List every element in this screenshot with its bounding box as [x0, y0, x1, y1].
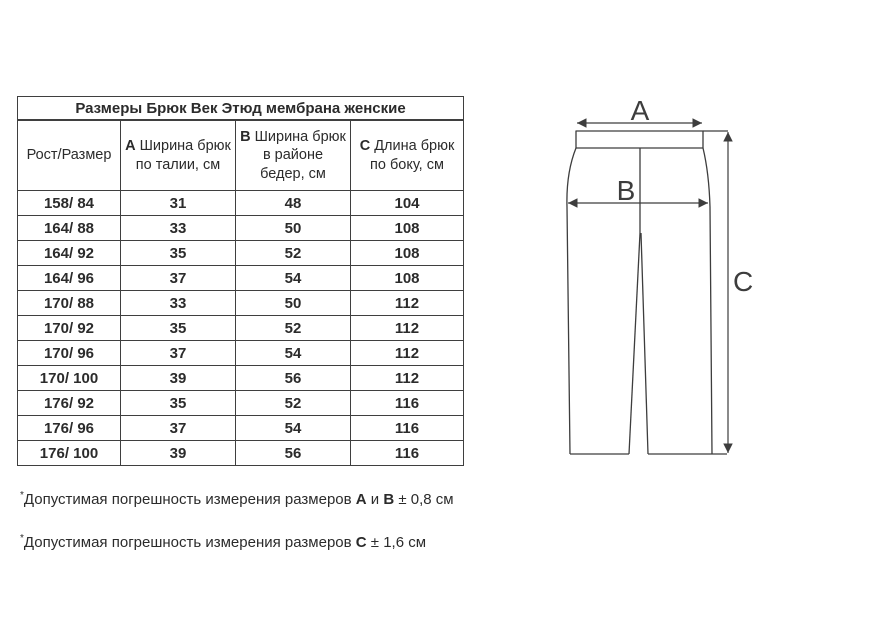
footnote-c — [20, 534, 426, 551]
row-c-cell: 112 — [351, 366, 464, 391]
right-outer-seam — [703, 148, 712, 454]
footnote-text: ± 0,8 см — [394, 491, 454, 508]
row-b-cell: 56 — [236, 441, 351, 466]
table-title: Размеры Брюк Век Этюд мембрана женские — [18, 97, 464, 121]
footnote-text: ± 1,6 см — [366, 534, 427, 551]
row-c-cell: 116 — [351, 391, 464, 416]
row-size-cell: 170/ 92 — [18, 316, 121, 341]
col-letter-a: A — [125, 137, 136, 154]
right-inner-seam — [641, 233, 648, 454]
row-a-cell: 31 — [121, 191, 236, 216]
row-c-cell: 112 — [351, 341, 464, 366]
left-outer-seam — [567, 148, 576, 454]
table-row — [18, 441, 464, 466]
row-b-cell: 52 — [236, 241, 351, 266]
footnote-letter-c: C — [355, 534, 367, 551]
row-size-cell: 164/ 92 — [18, 241, 121, 266]
row-a-cell: 35 — [121, 391, 236, 416]
row-c-cell: 108 — [351, 241, 464, 266]
left-inner-seam — [629, 233, 640, 454]
table-row — [18, 216, 464, 241]
footnote-asterisk: * — [20, 490, 24, 501]
row-size-cell: 164/ 96 — [18, 266, 121, 291]
table-row — [18, 291, 464, 316]
row-b-cell: 52 — [236, 316, 351, 341]
table-row — [18, 341, 464, 366]
col-header-a — [121, 120, 236, 191]
table-row — [18, 416, 464, 441]
row-b-cell: 50 — [236, 216, 351, 241]
size-table-body — [18, 191, 464, 466]
row-c-cell: 104 — [351, 191, 464, 216]
col-header-b — [236, 120, 351, 191]
row-b-cell: 54 — [236, 416, 351, 441]
row-size-cell: 176/ 100 — [18, 441, 121, 466]
row-a-cell: 39 — [121, 366, 236, 391]
row-size-cell: 170/ 100 — [18, 366, 121, 391]
table-title-row — [18, 97, 464, 121]
row-a-cell: 37 — [121, 416, 236, 441]
row-c-cell: 116 — [351, 416, 464, 441]
col-label-a: Ширина брюк по талии, см — [135, 137, 231, 173]
table-row — [18, 266, 464, 291]
row-b-cell: 54 — [236, 266, 351, 291]
row-b-cell: 54 — [236, 341, 351, 366]
row-a-cell: 37 — [121, 266, 236, 291]
footnote-letter-a: A — [355, 491, 367, 508]
row-b-cell: 48 — [236, 191, 351, 216]
trousers-outline-group — [567, 131, 727, 454]
row-size-cell: 170/ 88 — [18, 291, 121, 316]
col-label-b: Ширина брюк в районе бедер, см — [250, 128, 346, 182]
table-row — [18, 366, 464, 391]
row-b-cell: 56 — [236, 366, 351, 391]
dimension-label-b: B — [616, 175, 636, 206]
row-c-cell: 108 — [351, 216, 464, 241]
col-letter-c: C — [359, 137, 371, 154]
footnote-letter-b: B — [383, 491, 395, 508]
dimension-label-a: A — [630, 95, 650, 126]
dimension-labels-group — [617, 95, 754, 297]
footnote-ab — [20, 491, 454, 508]
row-size-cell: 170/ 96 — [18, 341, 121, 366]
row-a-cell: 35 — [121, 316, 236, 341]
row-a-cell: 39 — [121, 441, 236, 466]
table-row — [18, 391, 464, 416]
col-header-size: Рост/Размер — [18, 120, 121, 191]
dimension-label-c: C — [733, 266, 754, 297]
footnote-text: Допустимая погрешность измерения размеров — [23, 491, 356, 508]
col-letter-b: B — [240, 128, 251, 145]
size-table — [17, 96, 464, 466]
table-row — [18, 316, 464, 341]
row-c-cell: 112 — [351, 316, 464, 341]
row-c-cell: 112 — [351, 291, 464, 316]
row-size-cell: 176/ 96 — [18, 416, 121, 441]
trousers-diagram — [555, 95, 770, 470]
row-a-cell: 35 — [121, 241, 236, 266]
dimension-arrows-group — [568, 123, 728, 453]
col-label-c: Длина брюк по боку, см — [370, 137, 455, 173]
table-row — [18, 191, 464, 216]
row-a-cell: 37 — [121, 341, 236, 366]
row-a-cell: 33 — [121, 291, 236, 316]
footnote-asterisk: * — [20, 533, 24, 544]
row-b-cell: 50 — [236, 291, 351, 316]
row-b-cell: 52 — [236, 391, 351, 416]
footnote-text: Допустимая погрешность измерения размеров — [23, 534, 356, 551]
row-a-cell: 33 — [121, 216, 236, 241]
waistband — [576, 131, 703, 148]
row-size-cell: 164/ 88 — [18, 216, 121, 241]
col-header-c — [351, 120, 464, 191]
footnote-text: и — [366, 491, 384, 508]
row-c-cell: 108 — [351, 266, 464, 291]
table-header-row — [18, 120, 464, 191]
row-size-cell: 158/ 84 — [18, 191, 121, 216]
row-size-cell: 176/ 92 — [18, 391, 121, 416]
table-row — [18, 241, 464, 266]
row-c-cell: 116 — [351, 441, 464, 466]
